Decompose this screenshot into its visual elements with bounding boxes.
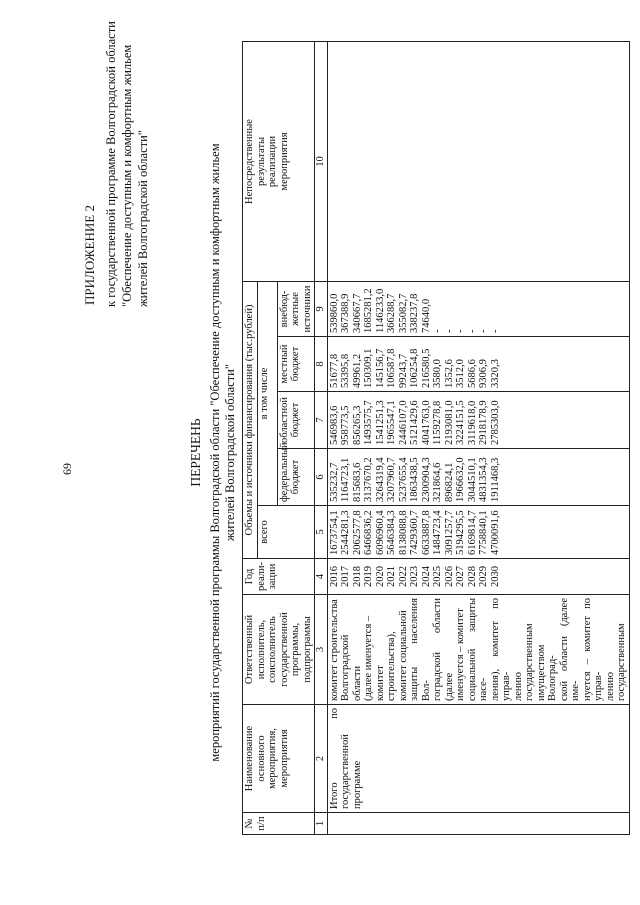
cell-line: 2025 <box>432 566 443 587</box>
cell-line: 150309,1 <box>363 348 374 388</box>
cell-line: 1541251,3 <box>374 400 386 445</box>
cell-line: 2918178,9 <box>478 400 489 445</box>
cell-line: 2019 <box>363 566 374 587</box>
cell-line: 6169814,7 <box>466 510 478 555</box>
cell-line: именуется – комитет <box>455 608 466 701</box>
column-number: 8 <box>315 337 328 392</box>
cell-line: 355082,7 <box>397 293 409 333</box>
cell-line: 2021 <box>386 566 397 587</box>
cell-line: 3580,0 <box>432 359 443 388</box>
cell-line: 3512,0 <box>455 359 466 388</box>
cell-line: 5646384,3 <box>386 510 397 555</box>
cell-line: 53395,8 <box>340 353 351 388</box>
cell-line: 366288,7 <box>386 293 397 333</box>
cell-line: - <box>489 329 501 333</box>
cell-line: 7429360,7 <box>409 510 420 555</box>
cell-line: 856265,3 <box>351 405 363 445</box>
cell-line: имуществом Волоград- <box>535 644 558 701</box>
cell-line: 338237,8 <box>409 293 420 333</box>
cell-line: лению государственным <box>604 623 627 701</box>
cell-line: 2062577,8 <box>351 510 363 555</box>
cell-line: комитет строительства), <box>374 631 397 701</box>
cell-line: 1965547,1 <box>386 400 397 445</box>
cell-line: комитет социальной <box>397 610 409 701</box>
column-number: 7 <box>315 392 328 449</box>
cell-line: - <box>432 329 443 333</box>
col-responsible-header: Ответственный исполнитель, соисполнитель государственной программы, подпрограммы <box>243 595 315 705</box>
cell-line: - <box>478 329 489 333</box>
cell-line: 51677,8 <box>328 353 340 388</box>
cell-line: 896824,1 <box>443 462 455 502</box>
cell-line: 3119618,0 <box>466 400 478 445</box>
row-responsible-cell <box>327 595 629 705</box>
col-regional-header: областной бюджет <box>277 392 315 449</box>
col-volume-header: Объемы и источники финансирования (тыс.рублей) <box>243 281 258 558</box>
cell-line: 3224151,5 <box>455 400 466 445</box>
column-number: 9 <box>315 281 328 336</box>
cell-line: 1911468,3 <box>489 457 501 502</box>
appendix-line: к государственной программе Волгоградской области <box>104 21 118 307</box>
cell-line: 2022 <box>397 566 409 587</box>
cell-line: 6633887,8 <box>420 510 432 555</box>
cell-line: 1352,6 <box>443 359 455 388</box>
appendix-line: "Обеспечение доступным и комфортным жильем <box>120 44 134 307</box>
appendix-line: жителей Волгоградской области" <box>136 130 150 307</box>
cell-line: 3137670,2 <box>363 457 374 502</box>
cell-line: 2028 <box>466 566 478 587</box>
cell-line: 340667,7 <box>351 293 363 333</box>
cell-line: 5194295,5 <box>455 510 466 555</box>
cell-line: 321864,6 <box>432 462 443 502</box>
column-number: 10 <box>315 41 328 281</box>
cell-line: 2446107,0 <box>397 400 409 445</box>
cell-line: 1493575,7 <box>363 400 374 445</box>
page-number: 69 <box>60 463 74 475</box>
cell-line: 1484723,4 <box>432 510 443 555</box>
cell-line: ской области (далее име- <box>558 598 581 701</box>
measures-table <box>242 41 630 835</box>
cell-line: Волгоградской области <box>340 634 363 701</box>
cell-line: 6466836,2 <box>363 510 374 555</box>
cell-line: 1164723,1 <box>340 457 351 502</box>
cell-line: 2024 <box>420 566 432 587</box>
cell-line: 2544281,3 <box>340 510 351 555</box>
cell-line: 3091257,7 <box>443 510 455 555</box>
cell-line: 546983,6 <box>328 405 340 445</box>
cell-line: 3044510,1 <box>466 457 478 502</box>
column-number: 3 <box>315 595 328 705</box>
cell-line: 2193081,0 <box>443 400 455 445</box>
cell-line: 1966632,0 <box>455 457 466 502</box>
col-year-header: Год реали- зации <box>243 559 315 595</box>
cell-line: 815683,6 <box>351 462 363 502</box>
table-row <box>327 41 629 834</box>
cell-line: 1863438,5 <box>409 457 420 502</box>
row-extra-cell <box>327 281 629 336</box>
cell-line: 106254,8 <box>409 348 420 388</box>
cell-line: ления), комитет по управ- <box>489 598 512 701</box>
document-subtitle: жителей Волгоградской области" <box>223 364 237 541</box>
cell-line: 5686,6 <box>466 359 478 388</box>
row-total-cell <box>327 506 629 559</box>
row-num-cell <box>327 813 629 835</box>
cell-line: 2029 <box>478 566 489 587</box>
cell-line: 539860,0 <box>328 293 340 333</box>
cell-line: 2030 <box>489 566 501 587</box>
column-number: 2 <box>315 705 328 813</box>
cell-line: лению государственным <box>512 623 535 701</box>
row-local-cell <box>327 337 629 392</box>
cell-line: 4700091,6 <box>489 510 501 555</box>
cell-line: комитет строительства <box>328 599 340 701</box>
cell-line: 9306,9 <box>478 359 489 388</box>
cell-line: 49961,2 <box>351 353 363 388</box>
cell-line: 2017 <box>340 566 351 587</box>
cell-line: нуется – комитет по управ- <box>581 598 604 701</box>
cell-line: 99243,7 <box>397 353 409 388</box>
col-local-header: местный бюджет <box>277 337 315 392</box>
cell-line: 3320,3 <box>489 359 501 388</box>
cell-line: 1685281,2 <box>363 288 374 333</box>
cell-line: 145156,7 <box>374 348 386 388</box>
document-title: ПЕРЕЧЕНЬ <box>188 418 203 487</box>
col-extra-header: внебюд- жетные источники <box>277 281 315 336</box>
col-name-header: Наименование основного мероприятия, мероприятия <box>243 705 315 813</box>
cell-line: 535232,7 <box>328 462 340 502</box>
cell-line: 2023 <box>409 566 420 587</box>
cell-line: 1159278,8 <box>432 400 443 445</box>
col-inthat-header: в том числе <box>257 281 277 505</box>
col-federal-header: федеральный бюджет <box>277 449 315 506</box>
row-results-cell <box>327 41 629 281</box>
column-number: 6 <box>315 449 328 506</box>
cell-line: 4041763,0 <box>420 400 432 445</box>
col-total-header: всего <box>257 506 315 559</box>
cell-line: 2027 <box>455 566 466 587</box>
cell-line: 2785303,0 <box>489 400 501 445</box>
row-years-cell <box>327 559 629 595</box>
column-number: 4 <box>315 559 328 595</box>
cell-line: 6096960,4 <box>374 510 386 555</box>
column-number-row <box>315 41 328 834</box>
document-subtitle: мероприятий государственной программы Волгоградской области "Обеспечение доступным и комфортным жильем <box>208 143 222 762</box>
cell-line: 2300904,3 <box>420 457 432 502</box>
cell-line: 5121429,6 <box>409 400 420 445</box>
cell-line: 958773,5 <box>340 405 351 445</box>
cell-line: - <box>455 329 466 333</box>
col-num-header: № п/п <box>243 813 315 835</box>
cell-line: 2018 <box>351 566 363 587</box>
cell-line: 1146233,0 <box>374 288 386 333</box>
cell-line: 367388,9 <box>340 293 351 333</box>
cell-line: 2026 <box>443 566 455 587</box>
cell-line: 7758840,1 <box>478 510 489 555</box>
cell-line: 4831354,3 <box>478 457 489 502</box>
cell-line: 106587,8 <box>386 348 397 388</box>
cell-line: - <box>443 329 455 333</box>
column-number: 1 <box>315 813 328 835</box>
col-results-header: Непосредственные результаты реализации мероприятия <box>243 41 315 281</box>
cell-line: социальной защиты насе- <box>466 598 489 701</box>
cell-line: 2020 <box>374 566 386 587</box>
cell-line: 216580,5 <box>420 348 432 388</box>
cell-line: - <box>466 329 478 333</box>
cell-line: 3264319,4 <box>374 457 386 502</box>
cell-line: 3207960,7 <box>386 457 397 502</box>
row-regional-cell <box>327 392 629 449</box>
cell-line: 74640,0 <box>420 298 432 333</box>
cell-line: 2016 <box>328 566 340 587</box>
cell-line: 1673754,1 <box>328 510 340 555</box>
appendix-title: ПРИЛОЖЕНИЕ 2 <box>82 205 97 305</box>
cell-line: 8138088,8 <box>397 510 409 555</box>
cell-line: гоградской области (далее <box>432 598 455 701</box>
cell-line: защиты населения Вол- <box>409 598 432 701</box>
row-name-cell: Итого по государственной программе <box>327 705 629 813</box>
cell-line: (далее именуется – <box>363 615 374 701</box>
column-number: 5 <box>315 506 328 559</box>
row-federal-cell <box>327 449 629 506</box>
cell-line: 5237655,4 <box>397 457 409 502</box>
